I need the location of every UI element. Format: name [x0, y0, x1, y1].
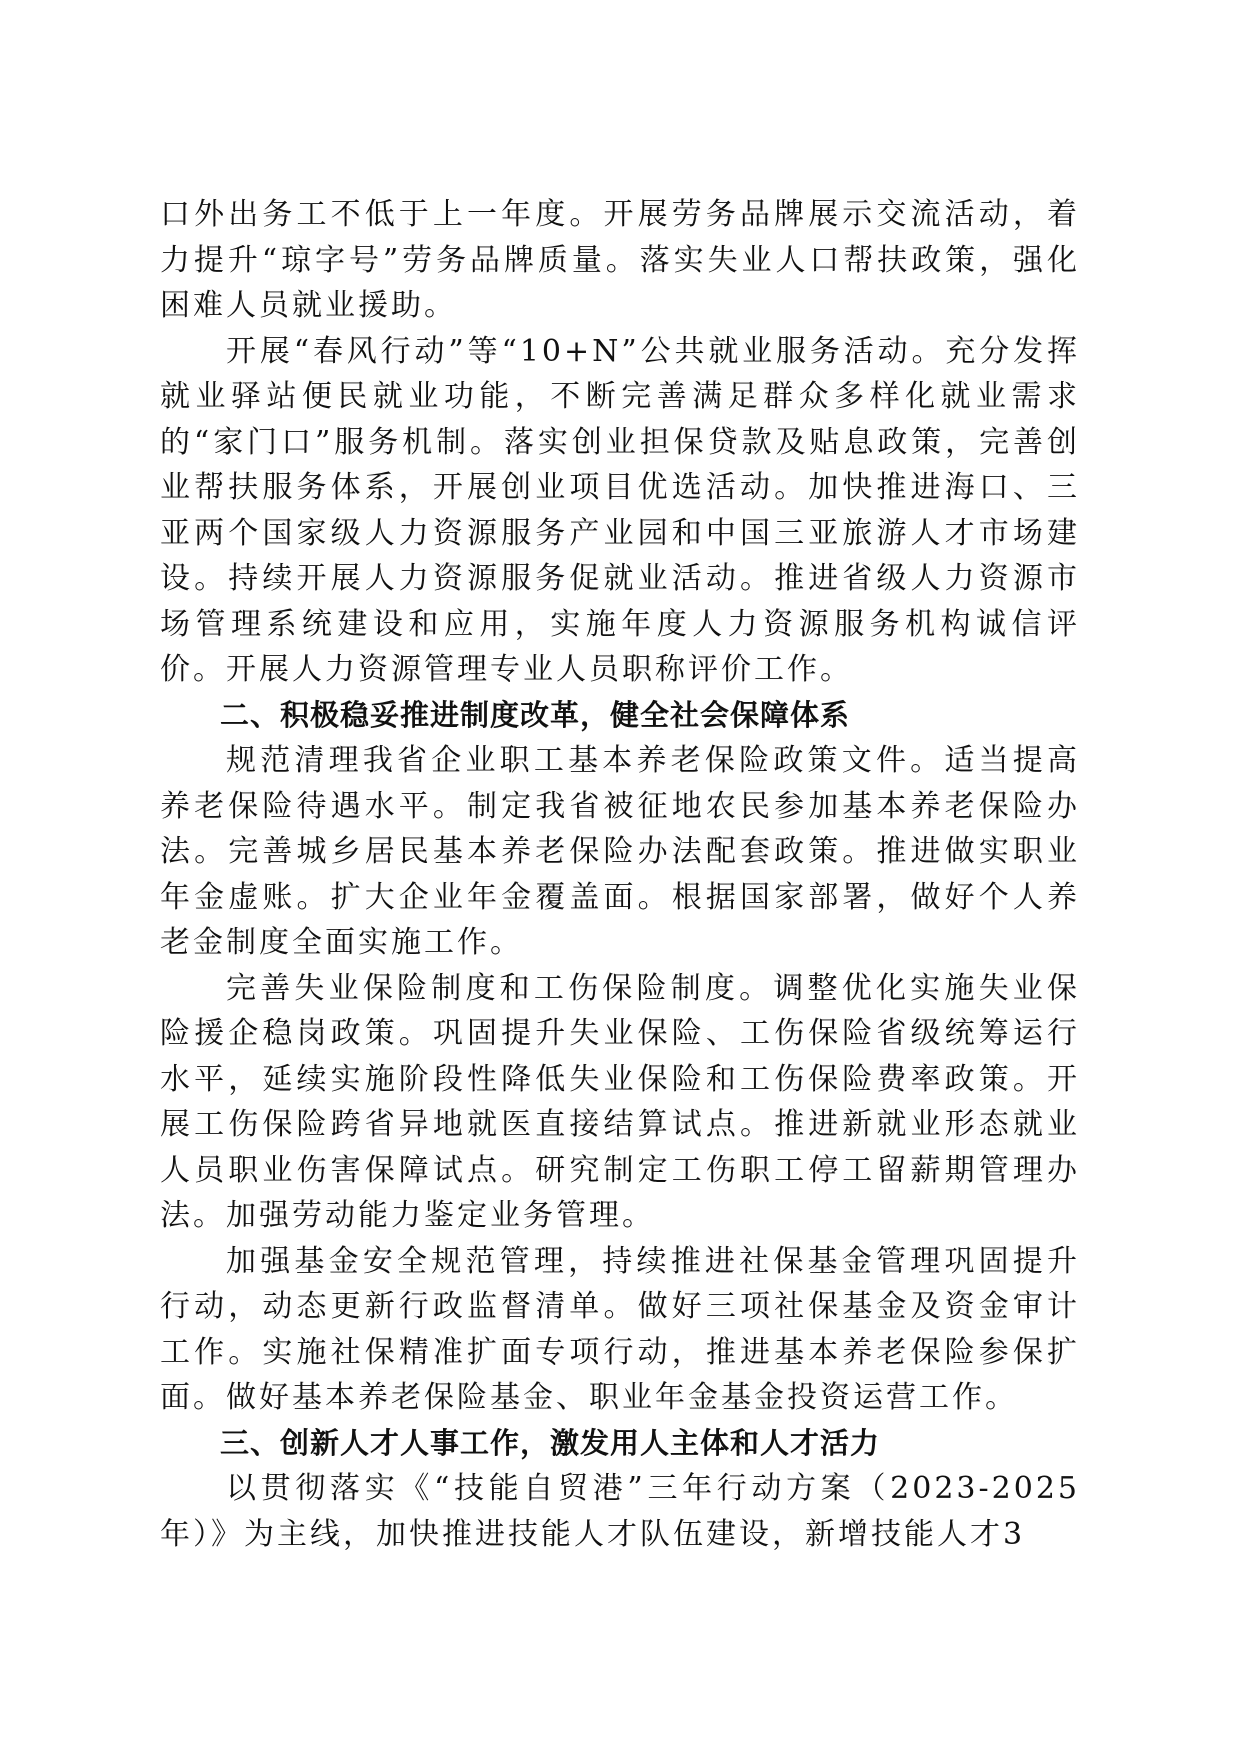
paragraph-pension-insurance: 规范清理我省企业职工基本养老保险政策文件。适当提高养老保险待遇水平。制定我省被征地农民参加基本养老保险办法。完善城乡居民基本养老保险办法配套政策。推进做实职业年金虚账。扩大企业年金覆盖面。根据国家部署，做好个人养老金制度全面实施工作。 [160, 743, 1080, 960]
paragraph-public-employment-services: 开展“春风行动”等“10+N”公共就业服务活动。充分发挥就业驿站便民就业功能，不断完善满足群众多样化就业需求的“家门口”服务机制。落实创业担保贷款及贴息政策，完善创业帮扶服务体系，开展创业项目优选活动。加快推进海口、三亚两个国家级人力资源服务产业园和中国三亚旅游人才市场建设。持续开展人力资源服务促就业活动。推进省级人力资源市场管理系统建设和应用，实施年度人力资源服务机构诚信评价。开展人力资源管理专业人员职称评价工作。 [160, 333, 1080, 687]
paragraph-labor-brand: 口外出务工不低于上一年度。开展劳务品牌展示交流活动，着力提升“琼字号”劳务品牌质量。落实失业人口帮扶政策，强化困难人员就业援助。 [160, 197, 1080, 323]
paragraph-unemployment-injury-insurance: 完善失业保险制度和工伤保险制度。调整优化实施失业保险援企稳岗政策。巩固提升失业保险、工伤保险省级统筹运行水平，延续实施阶段性降低失业保险和工伤保险费率政策。开展工伤保险跨省异地就医直接结算试点。推进新就业形态就业人员职业伤害保障试点。研究制定工伤职工停工留薪期管理办法。加强劳动能力鉴定业务管理。 [160, 970, 1080, 1233]
paragraph-fund-management: 加强基金安全规范管理，持续推进社保基金管理巩固提升行动，动态更新行政监督清单。做好三项社保基金及资金审计工作。实施社保精准扩面专项行动，推进基本养老保险参保扩面。做好基本养老保险基金、职业年金基金投资运营工作。 [160, 1243, 1080, 1415]
document-page [160, 192, 1080, 1557]
paragraph-skills-talent: 以贯彻落实《“技能自贸港”三年行动方案（2023-2025年）》为主线，加快推进技能人才队伍建设，新增技能人才3 [160, 1471, 1080, 1552]
heading-social-security: 二、积极稳妥推进制度改革，健全社会保障体系 [220, 697, 851, 732]
heading-talent-personnel: 三、创新人才人事工作，激发用人主体和人才活力 [220, 1425, 881, 1460]
